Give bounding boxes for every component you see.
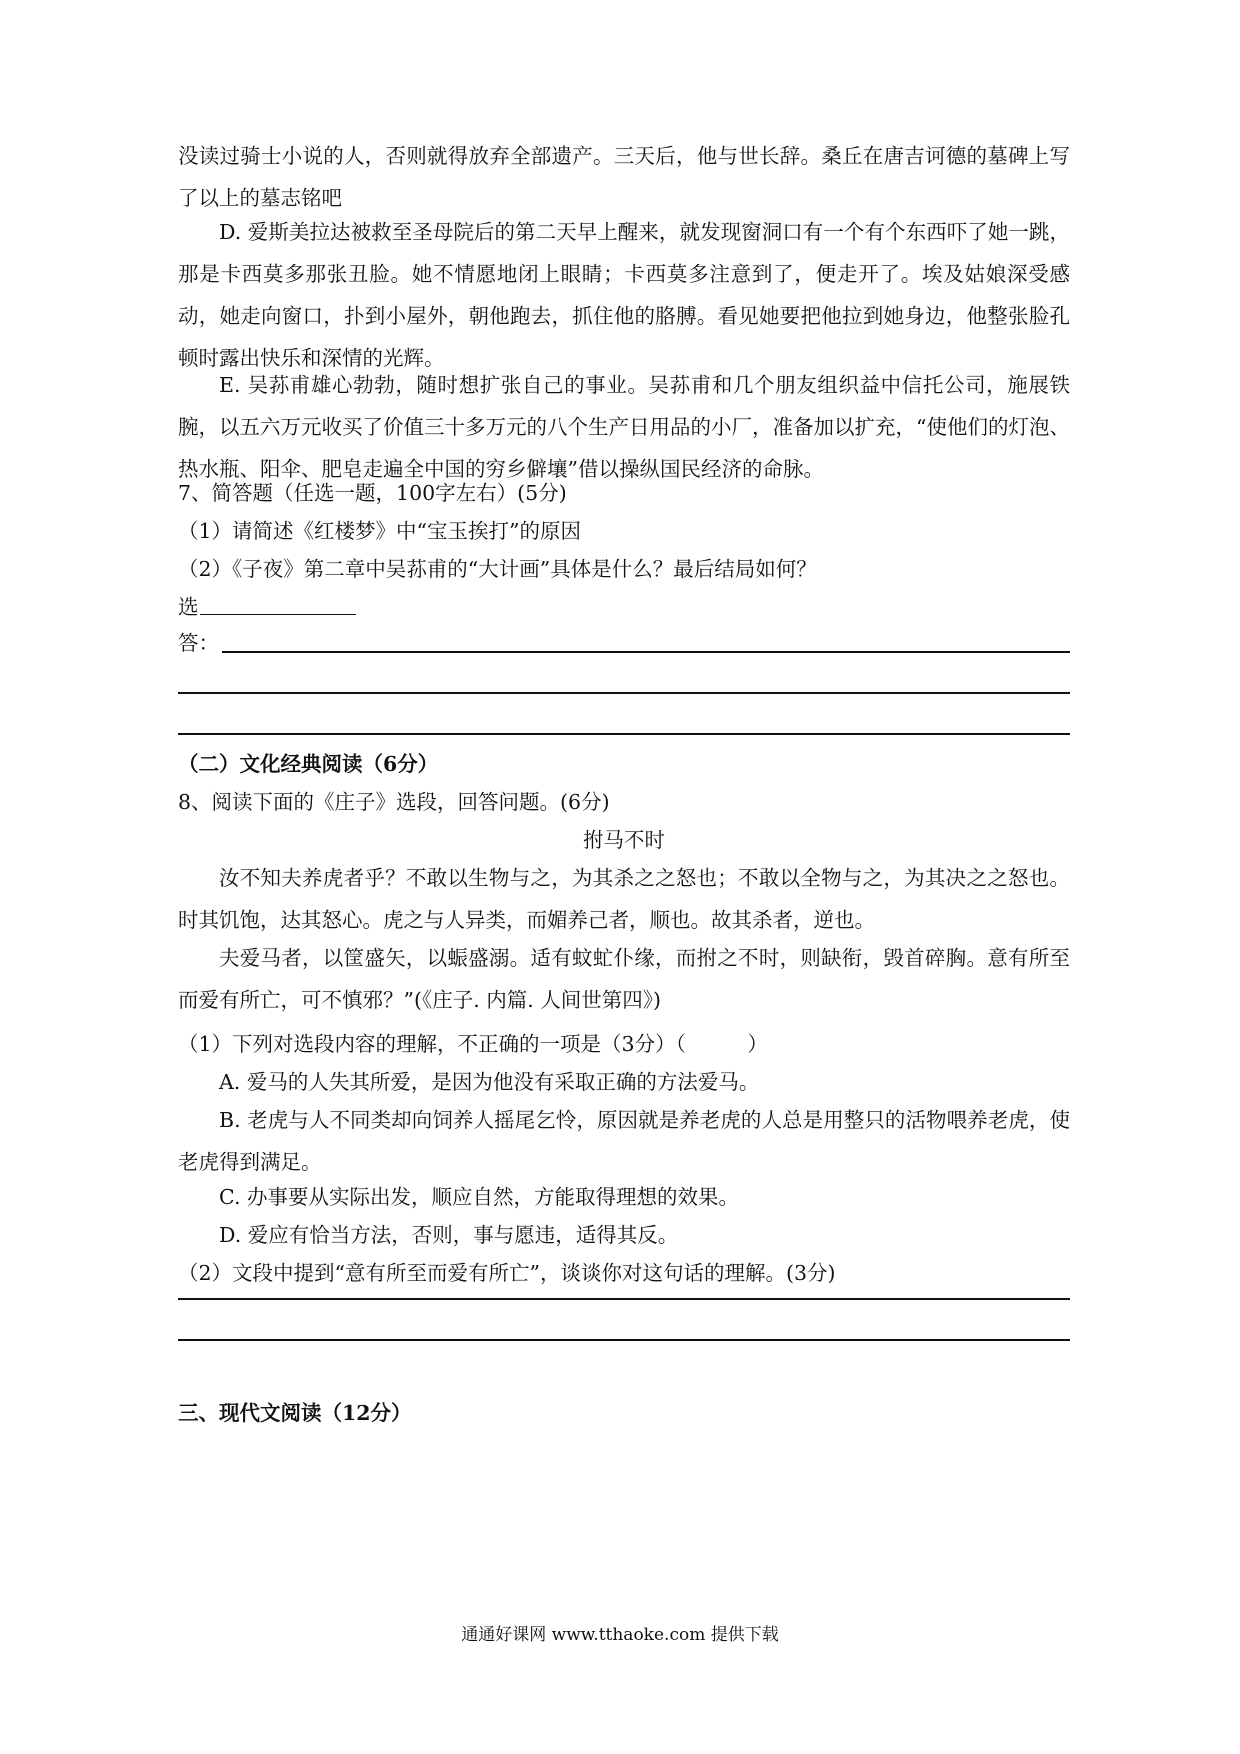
answer-line-5[interactable] <box>178 1339 1070 1341</box>
section-2-title: （二）文化经典阅读（6分） <box>178 752 439 776</box>
question-8-part-1: （1）下列对选段内容的理解，不正确的一项是（3分）（ ） <box>178 1032 768 1056</box>
question-7-option-1: （1）请简述《红楼梦》中“宝玉挨打”的原因 <box>178 519 582 543</box>
question-8: 8、阅读下面的《庄子》选段，回答问题。(6分) <box>178 790 610 814</box>
choose-label: 选 <box>178 595 199 619</box>
passage-paragraph-2 <box>178 937 1070 1021</box>
option-c-continuation: 没读过骑士小说的人，否则就得放弃全部遗产。三天后，他与世长辞。桑丘在唐吉诃德的墓碑上写了以上的墓志铭吧 <box>178 144 1070 210</box>
passage-title: 拊马不时 <box>583 828 665 852</box>
choose-answer-blank[interactable] <box>200 614 356 615</box>
passage-source: ”(《庄子. 内篇. 人间世第四》) <box>403 988 662 1012</box>
passage-paragraph-1: 汝不知夫养虎者乎？不敢以生物与之，为其杀之之怒也；不敢以全物与之，为其决之之怒也。时其饥饱，达其怒心。虎之与人异类，而媚养己者，顺也。故其杀者，逆也。 <box>178 866 1070 932</box>
option-e-paragraph: E. 吴荪甫雄心勃勃，随时想扩张自己的事业。吴荪甫和几个朋友组织益中信托公司，施展铁腕，以五六万元收买了价值三十多万元的八个生产日用品的小厂，准备加以扩充，“使他们的灯泡、热水瓶、阳伞、肥皂走遍全中国的穷乡僻壤”借以操纵国民经济的命脉。 <box>178 373 1070 481</box>
option-d-paragraph: D. 爱斯美拉达被救至圣母院后的第二天早上醒来，就发现窗洞口有一个有个东西吓了她一跳，那是卡西莫多那张丑脸。她不情愿地闭上眼睛；卡西莫多注意到了，便走开了。埃及姑娘深受感动，她走向窗口，扑到小屋外，朝他跑去，抓住他的胳膊。看见她要把他拉到她身边，他整张脸孔顿时露出快乐和深情的光辉。 <box>178 220 1070 370</box>
section-3-title: 三、现代文阅读（12分） <box>178 1401 412 1425</box>
question-7-option-2: （2）《子夜》第二章中吴荪甫的“大计画”具体是什么？最后结局如何？ <box>178 557 817 581</box>
answer-line-4[interactable] <box>178 1298 1070 1300</box>
answer-line-2[interactable] <box>178 692 1070 694</box>
option-b: B. 老虎与人不同类却向饲养人摇尾乞怜，原因就是养老虎的人总是用整只的活物喂养老虎，使老虎得到满足。 <box>178 1108 1070 1174</box>
answer-line-3[interactable] <box>178 733 1070 735</box>
passage-paragraph-2-text: 夫爱马者，以筐盛矢，以蜄盛溺。适有蚊虻仆缘，而拊之不时，则缺衔，毁首碎胸。意有所至而爱有所亡，可不慎邪？ <box>178 946 1070 1012</box>
option-c: C. 办事要从实际出发，顺应自然，方能取得理想的效果。 <box>219 1185 739 1209</box>
page-footer: 通通好课网 www.tthaoke.com 提供下载 <box>461 1625 779 1645</box>
option-d: D. 爱应有恰当方法，否则，事与愿违，适得其反。 <box>219 1223 679 1247</box>
option-a: A. 爱马的人失其所爱，是因为他没有采取正确的方法爱马。 <box>219 1070 760 1094</box>
question-8-part-2: （2）文段中提到“意有所至而爱有所亡”，谈谈你对这句话的理解。(3分) <box>178 1261 836 1285</box>
question-7: 7、简答题（任选一题，100字左右）(5分) <box>178 481 567 505</box>
answer-line-1[interactable] <box>222 651 1070 653</box>
answer-label: 答： <box>178 631 219 655</box>
